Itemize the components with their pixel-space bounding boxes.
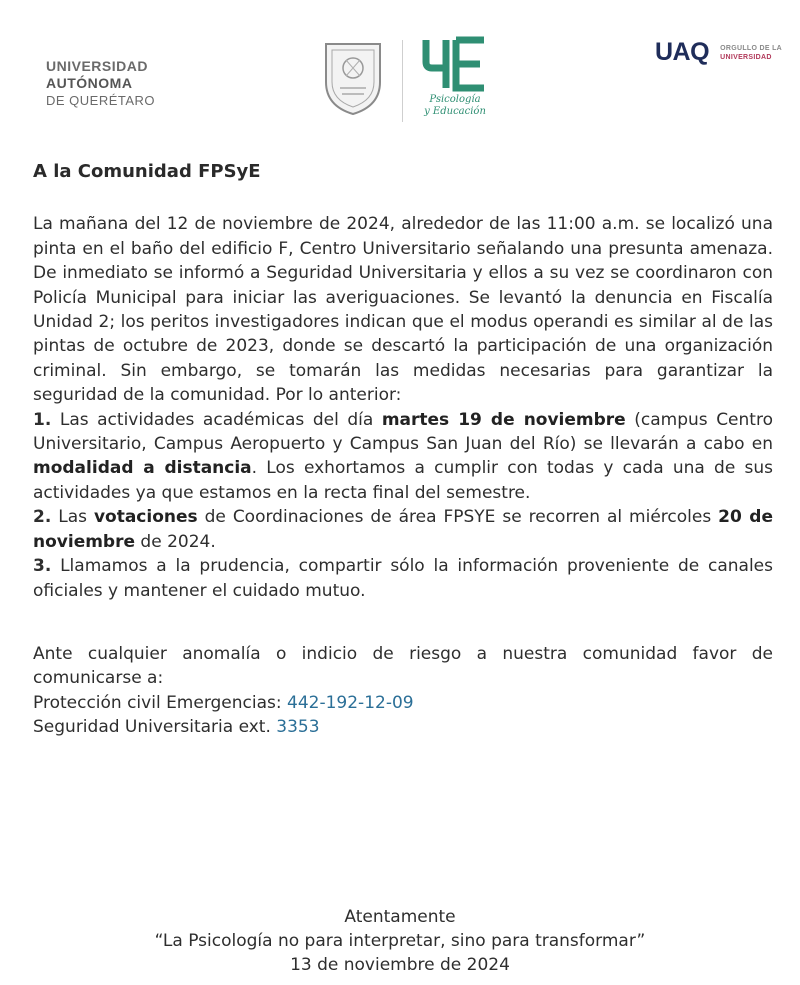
closing-date: 13 de noviembre de 2024 xyxy=(290,955,510,975)
security-extension-link[interactable]: 3353 xyxy=(276,717,320,738)
emergency-phone-link[interactable]: 442-192-12-09 xyxy=(287,692,414,713)
university-name-line2: AUTÓNOMA xyxy=(46,75,133,91)
list-item-3-text: Llamamos a la prudencia, compartir sólo la información proveniente de canales oficiales y mantener el cuidado mutuo. xyxy=(33,556,773,601)
uaq-tagline xyxy=(720,44,782,62)
list-item-3 xyxy=(33,554,773,603)
contact-university-security-label: Seguridad Universitaria ext. xyxy=(33,717,277,738)
intro-paragraph: La mañana del 12 de noviembre de 2024, alrededor de las 11:00 a.m. se localizó una pinta en el baño del edificio F, Centro Universitario señalando una presunta amenaza. De inmediato se informó a Seguridad Universitaria y ellos a su vez se coordinaron con Policía Municipal para iniciar las averiguaciones. Se levantó la denuncia en Fiscalía Unidad 2; los peritos investigadores indican que el modus operandi es similar al de las pintas de octubre de 2023, donde se descartó la participación de una organización criminal. Sin embargo, se tomarán las medidas necesarias para garantizar la seguridad de la comunidad. Por lo anterior: xyxy=(33,214,773,406)
list-item-2 xyxy=(33,505,773,554)
university-seal-icon xyxy=(320,38,386,118)
list-item-1-date: martes 19 de noviembre xyxy=(381,409,626,430)
closing-salutation: Atentamente xyxy=(344,907,456,927)
list-item-2-number: 2. xyxy=(33,507,52,528)
list-item-1-number: 1. xyxy=(33,409,52,430)
uaq-abbreviation: UAQ xyxy=(655,38,710,66)
list-item-2-text-b: de Coordinaciones de área FPSYE se recorren al miércoles xyxy=(197,507,719,528)
list-item-2-text-a: Las xyxy=(51,507,94,528)
uaq-tagline-line1: ORGULLO DE LA xyxy=(720,44,782,52)
closing-motto: “La Psicología no para interpretar, sino para transformar” xyxy=(154,931,646,951)
logo-divider xyxy=(402,40,403,122)
contact-civil-protection xyxy=(33,691,773,715)
greeting: A la Comunidad FPSyE xyxy=(33,161,261,182)
list-item-1-text-c: . Los exhortamos a cumplir con todas y cada una de sus actividades ya que estamos en la recta final del semestre. xyxy=(33,458,774,503)
list-item-3-number: 3. xyxy=(33,556,52,577)
contact-university-security xyxy=(33,715,773,739)
university-logo xyxy=(46,58,155,109)
uaq-logo xyxy=(655,38,782,67)
list-item-2-votes: votaciones xyxy=(93,507,198,528)
list-item-2-text-c: de 2024. xyxy=(135,531,216,552)
list-item-2-date: 20 de noviembre xyxy=(33,507,773,552)
letterhead xyxy=(0,0,800,140)
uaq-tagline-line2: UNIVERSIDAD xyxy=(720,53,772,61)
university-name-line3: DE QUERÉTARO xyxy=(46,93,156,108)
list-item-1 xyxy=(33,408,773,506)
list-item-1-text-b: (campus Centro Universitario, Campus Aeropuerto y Campus San Juan del Río) se llevarán a cabo en xyxy=(33,409,773,455)
list-item-1-modality: modalidad a distancia xyxy=(33,458,252,479)
faculty-caption-line1: Psicología xyxy=(429,94,481,105)
closing-block xyxy=(0,905,800,977)
faculty-caption xyxy=(420,94,490,118)
faculty-caption-line2: y Educación xyxy=(424,106,486,117)
faculty-logo xyxy=(420,36,490,126)
contact-civil-protection-label: Protección civil Emergencias: xyxy=(33,692,288,713)
list-item-1-text-a: Las actividades académicas del día xyxy=(51,409,382,430)
university-name-line1: UNIVERSIDAD xyxy=(46,58,148,74)
psychology-education-icon xyxy=(420,36,490,92)
contact-intro: Ante cualquier anomalía o indicio de riesgo a nuestra comunidad favor de comunicarse a: xyxy=(33,643,773,689)
letter-body xyxy=(33,160,773,740)
